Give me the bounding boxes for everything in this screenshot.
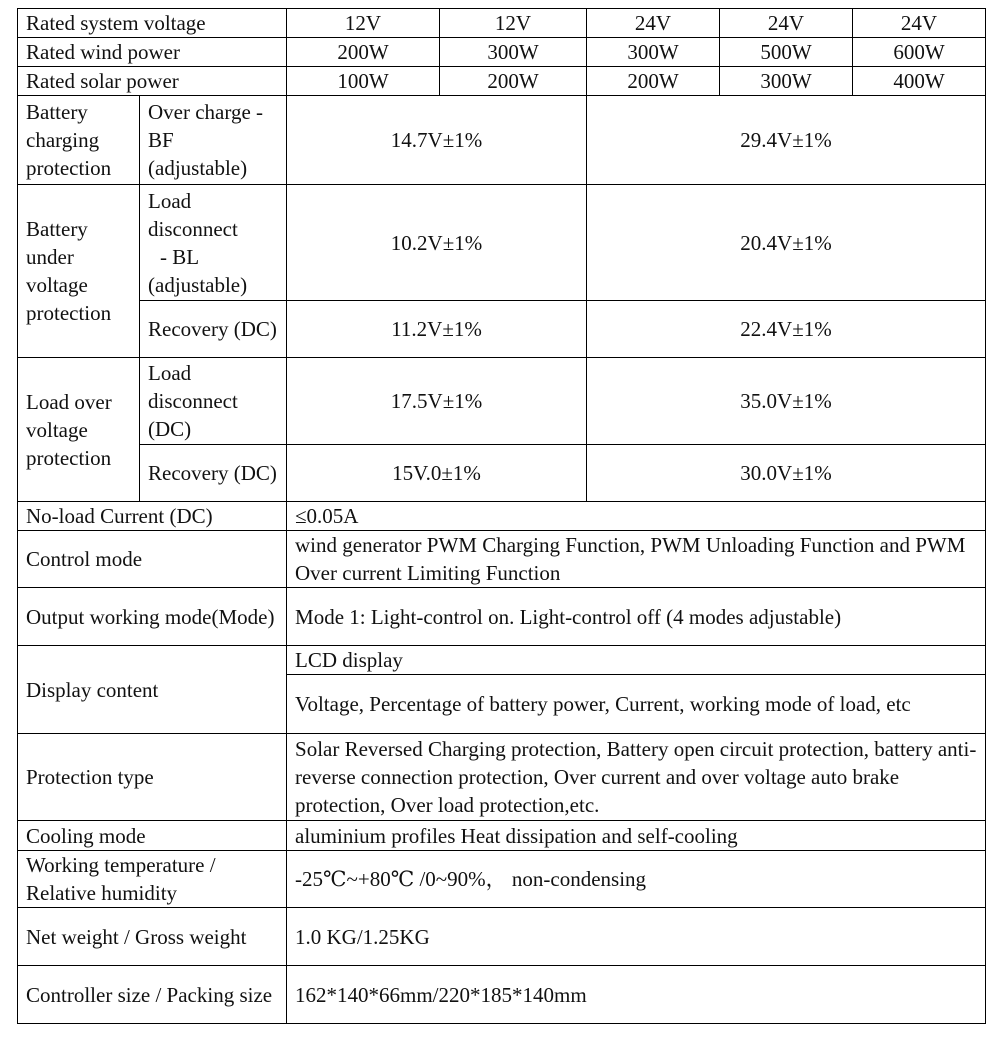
output-mode-value: Mode 1: Light-control on. Light-control off (4 modes adjustable)	[287, 588, 986, 646]
size-value: 162*140*66mm/220*185*140mm	[287, 966, 986, 1024]
battery-under-disconnect-label	[140, 185, 287, 301]
row-battery-under-recovery	[18, 301, 986, 358]
row-control-mode	[18, 531, 986, 588]
value-cell: 200W	[440, 67, 587, 96]
working-temperature-value: -25℃~+80℃ /0~90%， non-condensing	[287, 851, 986, 908]
display-content-value-2: Voltage, Percentage of battery power, Current, working mode of load, etc	[287, 675, 986, 734]
row-load-over-disconnect	[18, 358, 986, 445]
battery-under-disconnect-line3: (adjustable)	[148, 272, 248, 297]
protection-type-label: Protection type	[18, 734, 287, 821]
load-over-disconnect-24v: 35.0V±1%	[587, 358, 986, 445]
row-rated-solar-power	[18, 67, 986, 96]
load-over-disconnect-label: Load disconnect (DC)	[140, 358, 287, 445]
row-rated-wind-power	[18, 38, 986, 67]
control-mode-value: wind generator PWM Charging Function, PWM Unloading Function and PWM Over current Limiting Function	[287, 531, 986, 588]
row-battery-charging	[18, 96, 986, 185]
battery-under-recovery-label: Recovery (DC)	[140, 301, 287, 358]
load-over-group-label: Load over voltage protection	[18, 358, 140, 502]
value-cell: 400W	[853, 67, 986, 96]
load-over-recovery-12v: 15V.0±1%	[287, 445, 587, 502]
value-cell: 200W	[287, 38, 440, 67]
protection-type-value: Solar Reversed Charging protection, Battery open circuit protection, battery anti-reverse connection protection, Over current and over voltage auto brake protection, Over load protection,etc.	[287, 734, 986, 821]
value-cell: 300W	[440, 38, 587, 67]
over-charge-24v-value: 29.4V±1%	[587, 96, 986, 185]
value-cell: 24V	[853, 9, 986, 38]
label-rated-system-voltage: Rated system voltage	[18, 9, 287, 38]
battery-under-disconnect-24v: 20.4V±1%	[587, 185, 986, 301]
output-mode-label: Output working mode(Mode)	[18, 588, 287, 646]
value-cell: 12V	[287, 9, 440, 38]
row-rated-system-voltage	[18, 9, 986, 38]
battery-under-disconnect-12v: 10.2V±1%	[287, 185, 587, 301]
size-label: Controller size / Packing size	[18, 966, 287, 1024]
cooling-mode-label: Cooling mode	[18, 821, 287, 851]
working-temperature-label: Working temperature / Relative humidity	[18, 851, 287, 908]
value-cell: 24V	[587, 9, 720, 38]
value-cell: 100W	[287, 67, 440, 96]
weight-value: 1.0 KG/1.25KG	[287, 908, 986, 966]
battery-under-disconnect-line1: Load disconnect	[148, 188, 238, 241]
value-cell: 300W	[587, 38, 720, 67]
battery-charging-group-label: Battery charging protection	[18, 96, 140, 185]
value-cell: 12V	[440, 9, 587, 38]
load-over-disconnect-12v: 17.5V±1%	[287, 358, 587, 445]
row-no-load-current	[18, 502, 986, 531]
control-mode-label: Control mode	[18, 531, 287, 588]
row-protection-type	[18, 734, 986, 821]
value-cell: 500W	[720, 38, 853, 67]
row-display-lcd	[18, 646, 986, 675]
row-working-temperature	[18, 851, 986, 908]
no-load-current-value: ≤0.05A	[287, 502, 986, 531]
row-output-mode	[18, 588, 986, 646]
label-rated-solar-power: Rated solar power	[18, 67, 287, 96]
battery-under-recovery-24v: 22.4V±1%	[587, 301, 986, 358]
row-battery-under-disconnect	[18, 185, 986, 301]
value-cell: 300W	[720, 67, 853, 96]
row-cooling-mode	[18, 821, 986, 851]
battery-under-disconnect-line2: - BL	[160, 244, 200, 269]
load-over-recovery-label: Recovery (DC)	[140, 445, 287, 502]
display-content-label: Display content	[18, 646, 287, 734]
row-weight	[18, 908, 986, 966]
no-load-current-label: No-load Current (DC)	[18, 502, 287, 531]
over-charge-12v-value: 14.7V±1%	[287, 96, 587, 185]
row-load-over-recovery	[18, 445, 986, 502]
load-over-recovery-24v: 30.0V±1%	[587, 445, 986, 502]
display-content-value-1: LCD display	[287, 646, 986, 675]
over-charge-label: Over charge - BF (adjustable)	[140, 96, 287, 185]
value-cell: 600W	[853, 38, 986, 67]
battery-under-group-label: Battery under voltage protection	[18, 185, 140, 358]
value-cell: 200W	[587, 67, 720, 96]
cooling-mode-value: aluminium profiles Heat dissipation and self-cooling	[287, 821, 986, 851]
spec-table	[17, 8, 986, 1024]
weight-label: Net weight / Gross weight	[18, 908, 287, 966]
value-cell: 24V	[720, 9, 853, 38]
label-rated-wind-power: Rated wind power	[18, 38, 287, 67]
battery-under-recovery-12v: 11.2V±1%	[287, 301, 587, 358]
row-size	[18, 966, 986, 1024]
